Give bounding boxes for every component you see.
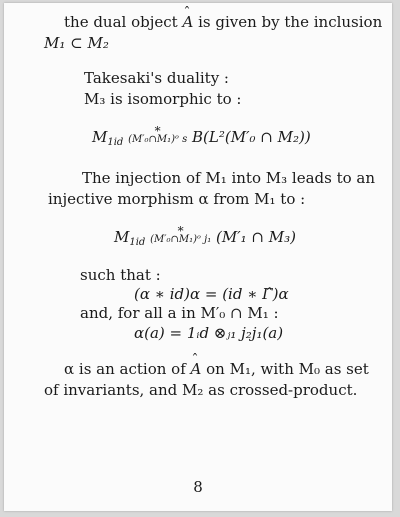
formula1-crossed-index	[128, 124, 188, 149]
formula-target	[114, 224, 296, 249]
formula2-crossed-index	[150, 224, 212, 249]
formula2-tail: (M′₁ ∩ M₃)	[215, 228, 296, 246]
formula2-base: M	[114, 228, 130, 246]
action-text: α is an action of	[64, 360, 186, 378]
for-all-clause: and, for all a in M′₀ ∩ M₁ :	[80, 304, 279, 322]
injection-line-2: injective morphism α from M₁ to :	[48, 190, 306, 208]
formula2-index-text: (M′₀∩M₁)ᵒ j₁	[150, 234, 212, 245]
formula2-star: *	[177, 224, 184, 238]
formula1-subscript: 1id	[107, 137, 124, 148]
formula2-subscript: 1id	[129, 237, 146, 248]
equation-coaction: (α ∗ id)α = (id ∗ Γ̂)α	[134, 285, 289, 303]
duality-statement: M₃ is isomorphic to :	[84, 90, 242, 108]
action-text-tail: on M₁, with M₀ as set	[206, 360, 369, 378]
page-number: 8	[193, 478, 203, 496]
closing-line-2: of invariants, and M₂ as crossed-product.	[44, 381, 358, 399]
document-page	[4, 3, 392, 511]
dual-object-text: the dual object	[64, 13, 178, 31]
formula1-star: *	[154, 124, 161, 138]
duality-heading: Takesaki's duality :	[84, 69, 229, 87]
paragraph-1-line-1	[64, 13, 382, 31]
action-symbol: ˆ A	[191, 360, 202, 378]
such-that-label: such that :	[80, 266, 161, 284]
formula1-tail: B(L²(M′₀ ∩ M₂))	[192, 128, 311, 146]
injection-line-1: The injection of M₁ into M₃ leads to an	[82, 169, 376, 187]
formula1-base: M	[92, 128, 108, 146]
closing-line-1	[64, 360, 369, 378]
equation-alpha: α(a) = 1ᵢd ⊗ⱼ₁ j₂j₁(a)	[134, 324, 284, 342]
inclusion-text: is given by the inclusion	[198, 13, 383, 31]
dual-object-symbol: ˆ A	[182, 13, 193, 31]
inclusion-formula: M₁ ⊂ M₂	[44, 34, 109, 52]
formula1-index-text: (M′₀∩M₁)ᵒ s	[128, 134, 188, 145]
formula-isomorphism	[92, 124, 311, 149]
